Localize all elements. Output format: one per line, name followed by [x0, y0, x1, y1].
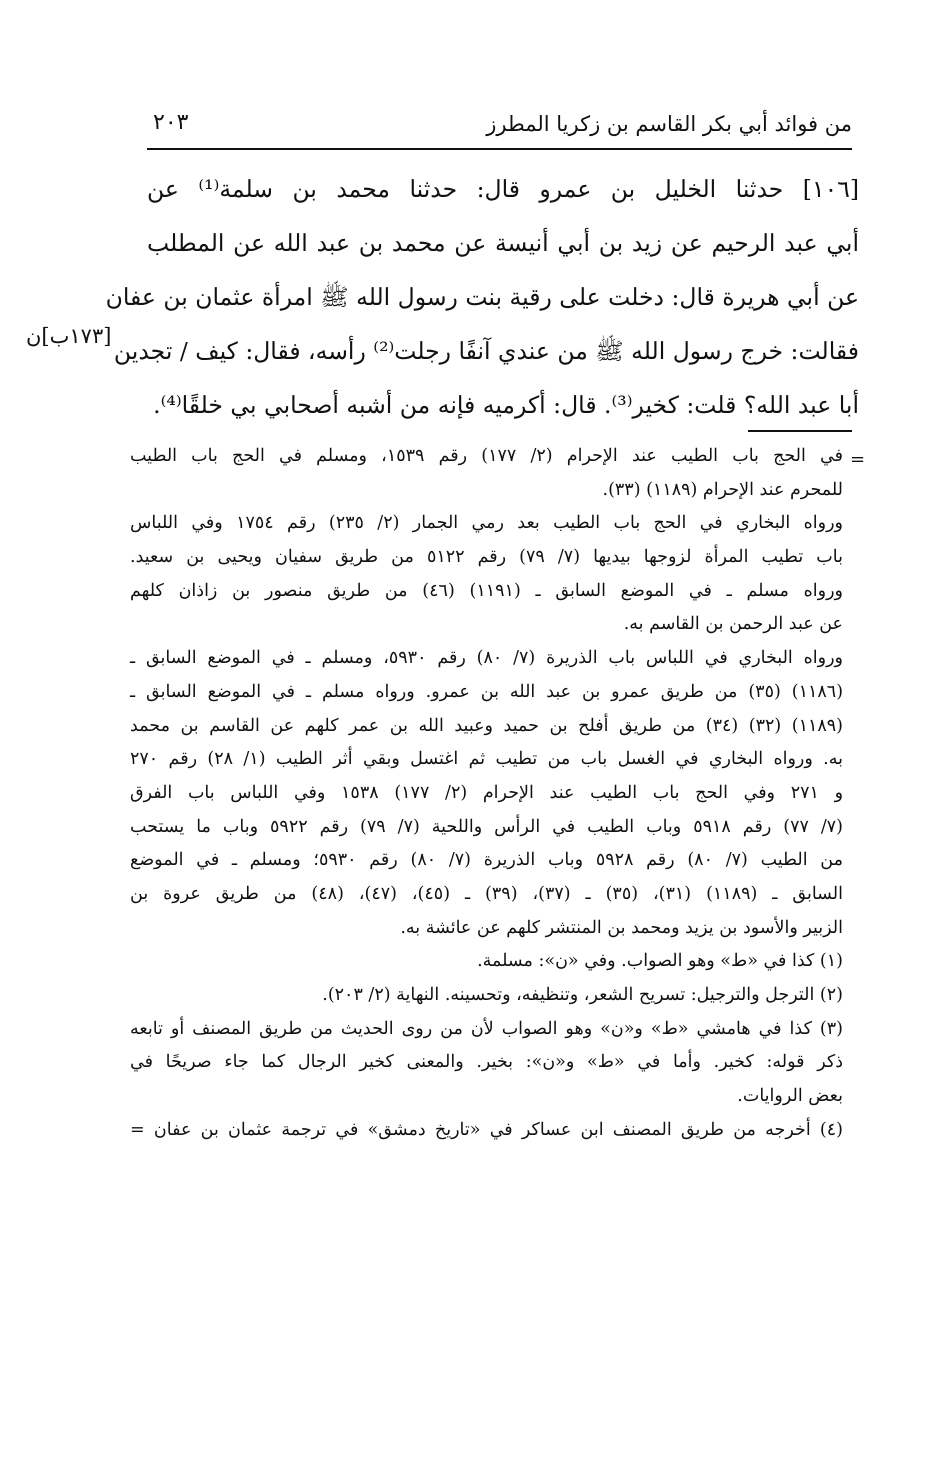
footnote-line: الزبير والأسود بن يزيد ومحمد بن المنتشر كلهم عن عائشة به.	[400, 917, 843, 938]
main-text	[105, 162, 859, 432]
main-text-line: فقالت: خرج رسول الله ﷺ من عندي آنفًا رجلت⁽²⁾ رأسه، فقال: كيف / تجدين	[113, 337, 859, 365]
main-text-line: أبا عبد الله؟ قلت: كخير⁽³⁾. قال: أكرميه فإنه من أشبه أصحابي بي خلقًا⁽⁴⁾.	[153, 391, 859, 419]
main-text-line: عن أبي هريرة قال: دخلت على رقية بنت رسول الله ﷺ امرأة عثمان بن عفان	[105, 283, 859, 311]
footnote-line: ورواه البخاري في الحج باب الطيب بعد رمي الجمار (٢/ ٢٣٥) رقم ١٧٥٤ وفي اللباس	[130, 513, 844, 534]
footnote-line: به. ورواه البخاري في الغسل باب من تطيب ثم اغتسل وبقي أثر الطيب (١/ ٢٨) رقم ٢٧٠	[130, 749, 843, 770]
footnote-line: السابق ـ (١١٨٩) (٣١)، (٣٥) ـ (٣٧)، (٣٩) ـ (٤٥)، (٤٧)، (٤٨) من طريق عروة بن	[130, 883, 843, 904]
footnote-line: (١١٨٩) (٣٢) (٣٤) من طريق أفلح بن حميد وعبيد الله بن عمر كلهم عن القاسم بن محمد	[130, 715, 843, 736]
footnote-line: بعض الروايات.	[737, 1086, 843, 1107]
footnote-line: من الطيب (٧/ ٨٠) رقم ٥٩٢٨ وباب الذريرة (٧/ ٨٠) رقم ٥٩٣٠؛ ومسلم ـ في الموضع	[130, 850, 844, 871]
footnote-line: عن عبد الرحمن بن القاسم به.	[623, 614, 843, 635]
footnote-line: (٣) كذا في هامشي «ط» و«ن» وهو الصواب لأن من روى الحديث من طريق المصنف أو تابعه	[130, 1018, 843, 1039]
footnote-line: و ٢٧١ وفي الحج باب الطيب عند الإحرام (٢/ ١٧٧) ١٥٣٨ وفي اللباس باب الفرق	[130, 782, 844, 803]
footnote-line: (٤) أخرجه من طريق المصنف ابن عساكر في «تاريخ دمشق» في ترجمة عثمان بن عفان =	[130, 1119, 843, 1140]
footnote-line: في الحج باب الطيب عند الإحرام (٢/ ١٧٧) رقم ١٥٣٩، ومسلم في الحج باب الطيب	[130, 446, 843, 466]
page-header	[147, 108, 852, 150]
footnote-line: ورواه البخاري في اللباس باب الذريرة (٧/ ٨٠) رقم ٥٩٣٠، ومسلم ـ في الموضع السابق ـ	[130, 648, 843, 669]
main-text-line: [١٠٦] حدثنا الخليل بن عمرو قال: حدثنا محمد بن سلمة⁽¹⁾ عن	[147, 175, 859, 203]
manuscript-folio-note: [١٧٣ب]ن	[26, 324, 112, 348]
continuation-mark: =	[850, 449, 866, 470]
footnote-line: للمحرم عند الإحرام (١١٨٩) (٣٣).	[602, 479, 843, 500]
footnote-separator	[748, 430, 852, 432]
page-number: ٢٠٣	[153, 110, 189, 135]
footnote-line: (١) كذا في «ط» وهو الصواب. وفي «ن»: مسلمة.	[477, 951, 843, 972]
footnotes	[130, 440, 865, 1147]
footnote-line: (٢) الترجل والترجيل: تسريح الشعر، وتنظيفه، وتحسينه. النهاية (٢/ ٢٠٣).	[322, 985, 843, 1005]
footnote-line: (٧/ ٧٧) رقم ٥٩١٨ وباب الطيب في الرأس واللحية (٧/ ٧٩) رقم ٥٩٢٢ وباب ما يستحب	[130, 816, 843, 837]
main-text-line: أبي عبد الرحيم عن زيد بن أبي أنيسة عن محمد بن عبد الله عن المطلب	[147, 229, 859, 257]
running-head: من فوائد أبي بكر القاسم بن زكريا المطرز	[486, 112, 852, 136]
footnote-line: ورواه مسلم ـ في الموضع السابق ـ (١١٩١) (٤٦) من طريق منصور بن زاذان كلهم	[130, 580, 844, 601]
footnote-line: ذكر قوله: كخير. وأما في «ط» و«ن»: بخير. والمعنى كخير الرجال كما جاء صريحًا في	[130, 1052, 843, 1073]
footnote-line: باب تطيب المرأة لزوجها بيديها (٧/ ٧٩) رقم ٥١٢٢ من طريق سفيان ويحيى بن سعيد.	[130, 547, 843, 568]
footnote-line: (١١٨٦) (٣٥) من طريق عمرو بن عبد الله بن عمرو. ورواه مسلم ـ في الموضع السابق ـ	[130, 681, 844, 702]
